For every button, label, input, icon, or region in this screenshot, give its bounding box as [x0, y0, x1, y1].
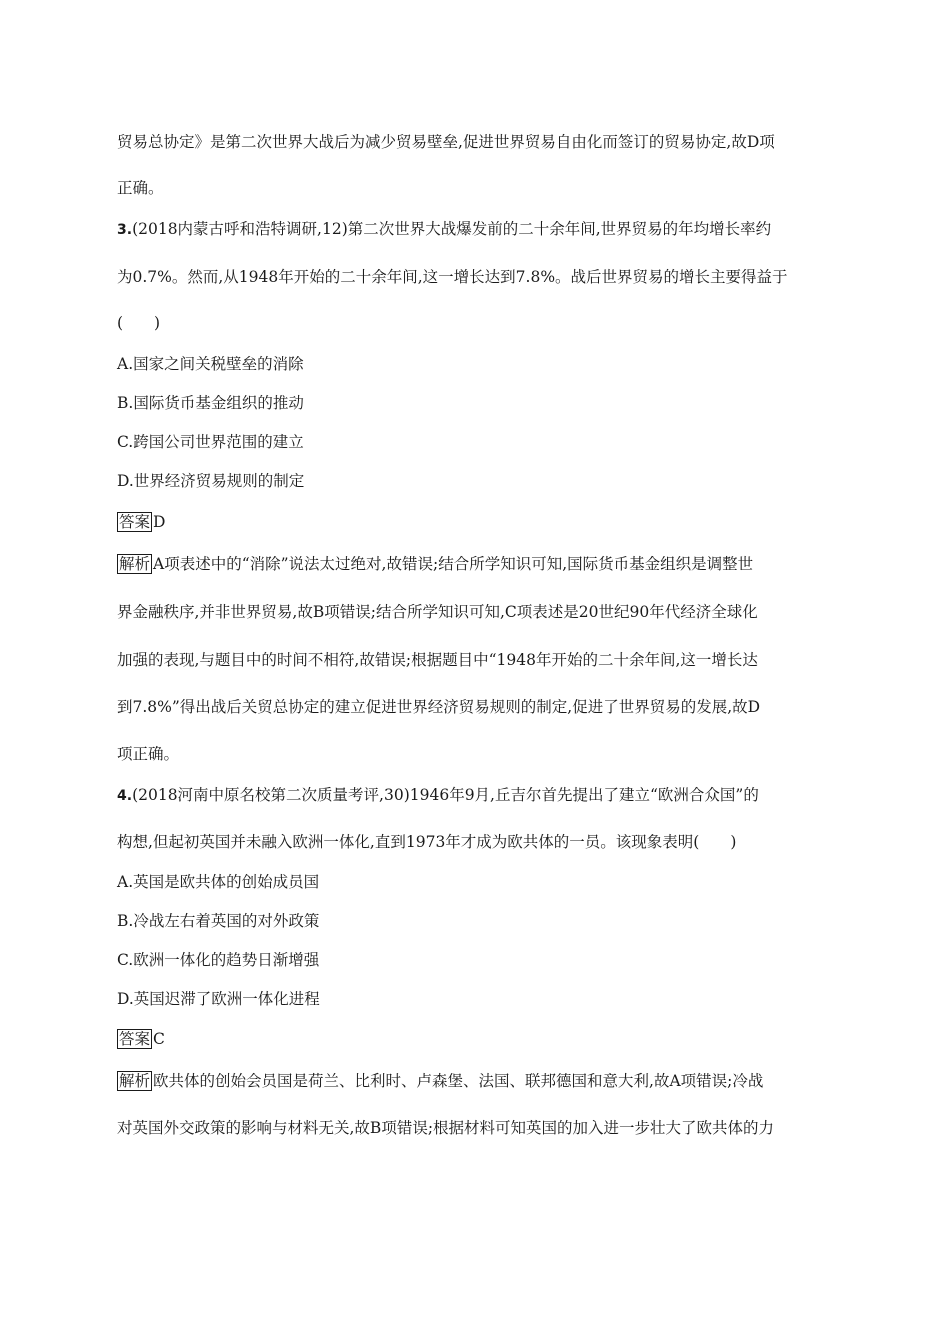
question-4-option-c: C.欧洲一体化的趋势日渐增强	[117, 951, 320, 969]
question-3-stem-text: (2018内蒙古呼和浩特调研,12)第二次世界大战爆发前的二十余年间,世界贸易的年均增长率约	[132, 220, 772, 238]
question-4-stem-line-1	[117, 785, 759, 806]
question-4-stem-line-2: 构想,但起初英国并未融入欧洲一体化,直到1973年才成为欧共体的一员。该现象表明( )	[117, 833, 737, 851]
question-4-analysis-line-2: 对英国外交政策的影响与材料无关,故B项错误;根据材料可知英国的加入进一步壮大了欧共体的力	[117, 1119, 775, 1137]
question-3-number: 3.	[117, 222, 133, 238]
question-4-option-a: A.英国是欧共体的创始成员国	[117, 873, 320, 891]
question-3-analysis-line-2: 界金融秩序,并非世界贸易,故B项错误;结合所学知识可知,C项表述是20世纪90年代经济全球化	[117, 603, 758, 621]
continuation-line-1: 贸易总协定》是第二次世界大战后为减少贸易壁垒,促进世界贸易自由化而签订的贸易协定,故D项	[117, 133, 775, 151]
question-3-analysis-line-4: 到7.8%”得出战后关贸总协定的建立促进世界经济贸易规则的制定,促进了世界贸易的发展,故D	[117, 698, 761, 716]
question-3-option-c: C.跨国公司世界范围的建立	[117, 433, 304, 451]
question-4-answer-value: C	[153, 1030, 165, 1048]
question-3-answer-value: D	[153, 513, 166, 531]
analysis-tag: 解析	[119, 1072, 151, 1090]
question-3-option-d: D.世界经济贸易规则的制定	[117, 472, 305, 490]
question-3-analysis-line-5: 项正确。	[117, 745, 180, 763]
question-3-option-a: A.国家之间关税壁垒的消除	[117, 355, 304, 373]
question-4-option-b: B.冷战左右着英国的对外政策	[117, 912, 320, 930]
question-3-stem-line-1	[117, 219, 771, 240]
question-4-answer	[117, 1029, 165, 1049]
question-3-answer	[117, 512, 165, 532]
answer-tag: 答案	[119, 513, 151, 531]
question-4-analysis-text: 欧共体的创始会员国是荷兰、比利时、卢森堡、法国、联邦德国和意大利,故A项错误;冷战	[153, 1072, 764, 1090]
answer-tag: 答案	[119, 1030, 151, 1048]
question-3-stem-line-2: 为0.7%。然而,从1948年开始的二十余年间,这一增长达到7.8%。战后世界贸易的增长主要得益于	[117, 268, 788, 286]
question-3-analysis-text: A项表述中的“消除”说法太过绝对,故错误;结合所学知识可知,国际货币基金组织是调整世	[153, 555, 754, 573]
question-4-option-d: D.英国迟滞了欧洲一体化进程	[117, 990, 320, 1008]
question-3-option-b: B.国际货币基金组织的推动	[117, 394, 304, 412]
question-4-stem-text: (2018河南中原名校第二次质量考评,30)1946年9月,丘吉尔首先提出了建立“欧洲合众国”的	[132, 786, 759, 804]
question-4-analysis-line-1	[117, 1071, 763, 1091]
analysis-tag: 解析	[119, 555, 151, 573]
question-3-analysis-line-3: 加强的表现,与题目中的时间不相符,故错误;根据题目中“1948年开始的二十余年间,这一增长达	[117, 651, 758, 669]
question-4-number: 4.	[117, 788, 133, 804]
question-3-blank: ( )	[117, 314, 161, 332]
question-3-analysis-line-1	[117, 554, 753, 574]
continuation-line-2: 正确。	[117, 179, 164, 197]
